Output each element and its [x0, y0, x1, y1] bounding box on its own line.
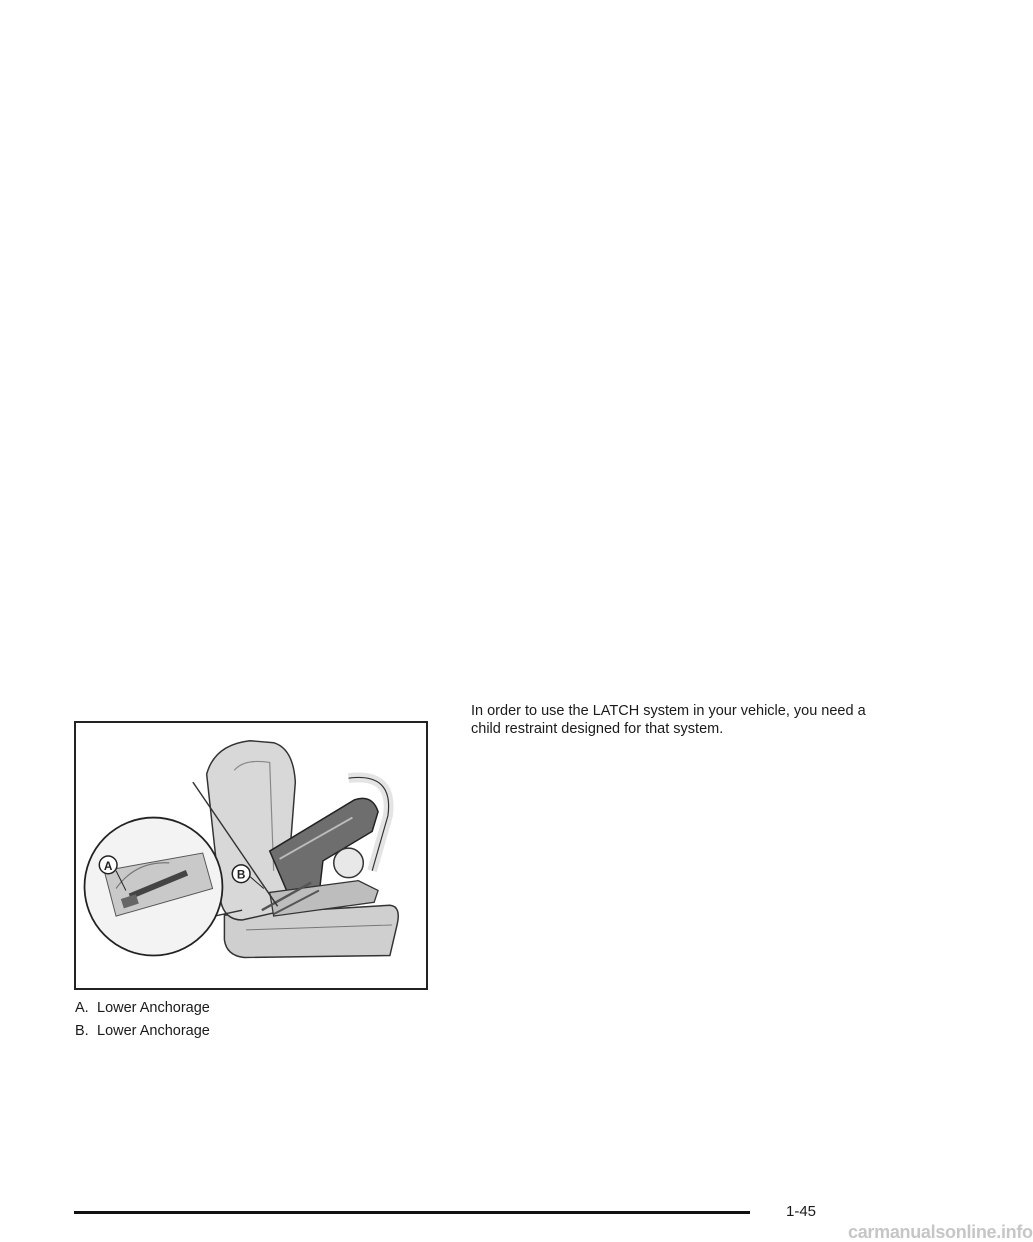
child-seat-drawing: [76, 723, 426, 988]
caption-letter: A.: [75, 1000, 89, 1016]
callout-b: B: [236, 867, 246, 882]
footer-rule: [74, 1211, 750, 1214]
caption-letter: B.: [75, 1023, 89, 1039]
callout-a: A: [103, 858, 113, 873]
page-number: 1-45: [786, 1203, 817, 1220]
caption-a: [75, 999, 210, 1017]
watermark: carmanualsonline.info: [848, 1222, 1033, 1242]
lower-anchorage-illustration: [74, 721, 428, 990]
caption-b: [75, 1022, 210, 1040]
caption-text: Lower Anchorage: [97, 1000, 210, 1016]
latch-paragraph: In order to use the LATCH system in your vehicle, you need a child restraint designed for that system.: [471, 703, 866, 737]
caption-text: Lower Anchorage: [97, 1023, 210, 1039]
